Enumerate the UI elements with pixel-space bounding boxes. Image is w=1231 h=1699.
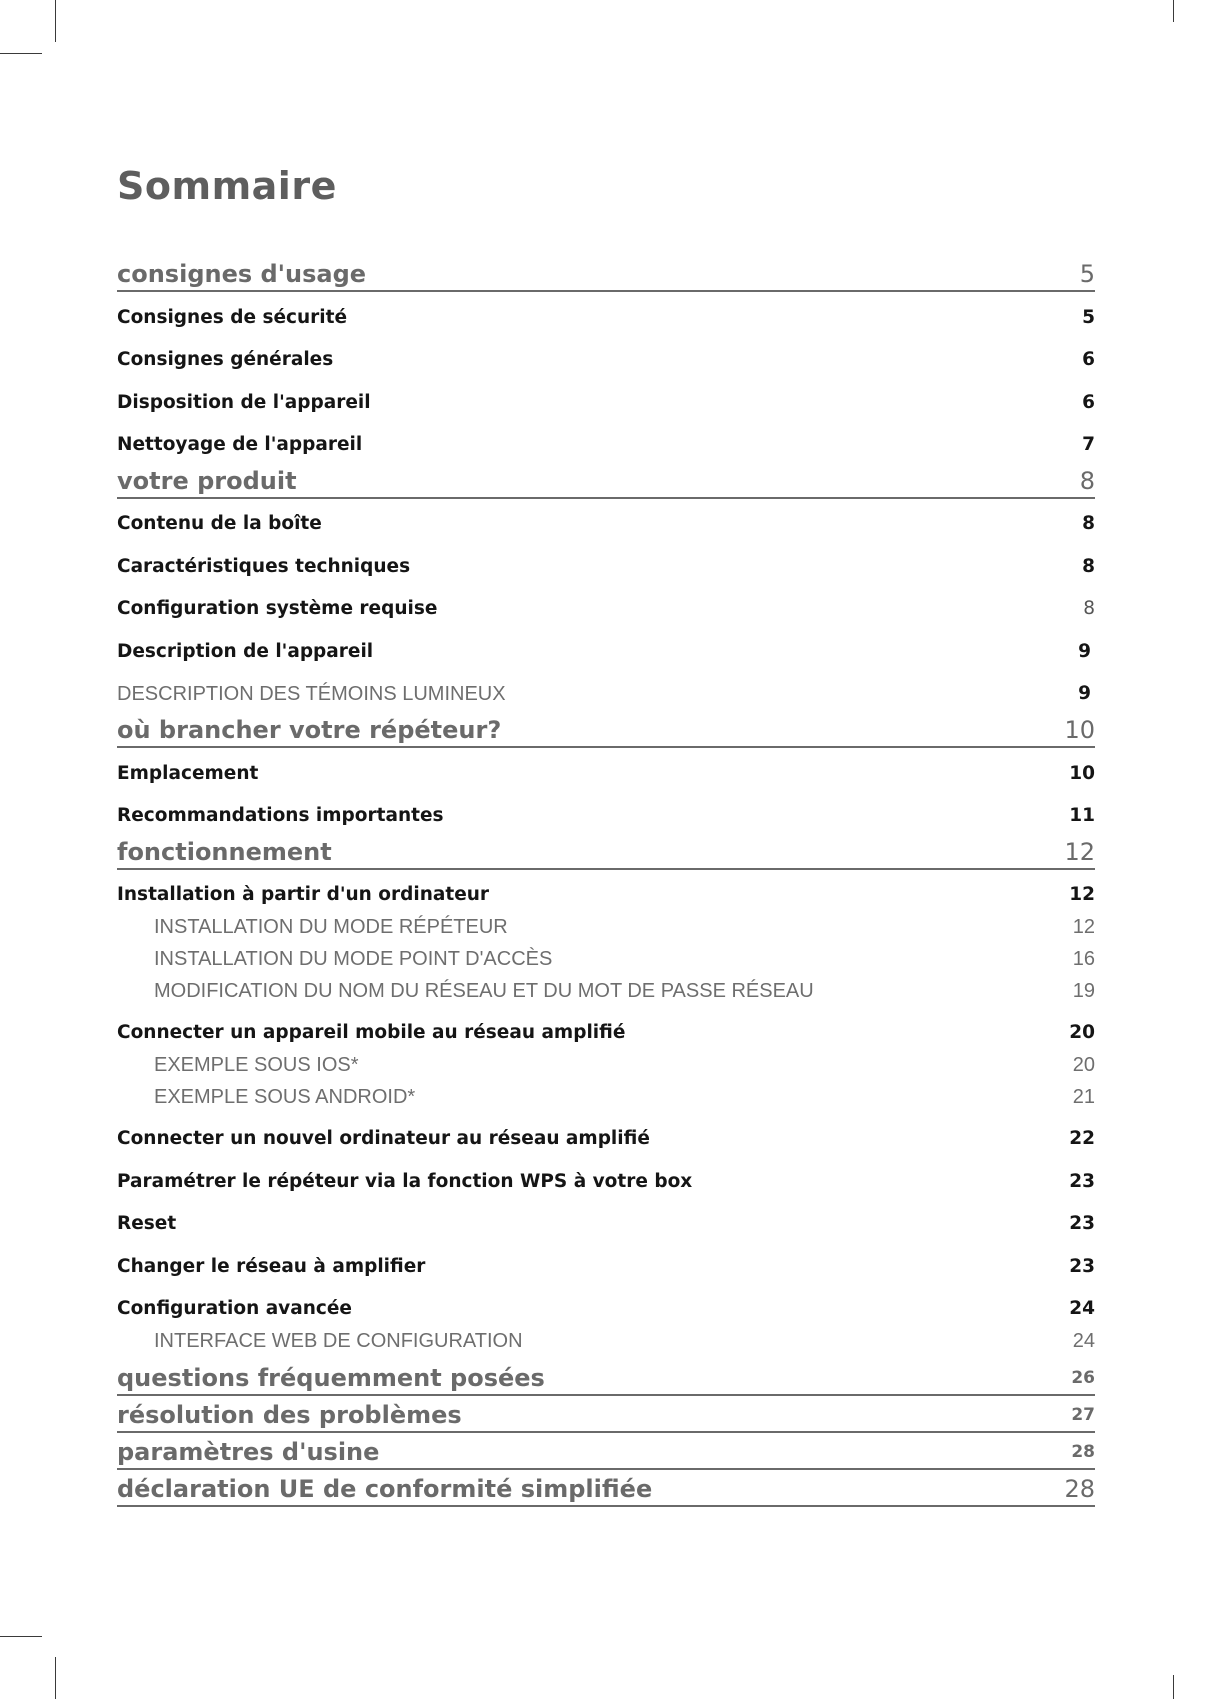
toc-label: Caractéristiques techniques: [117, 556, 411, 577]
toc-page: 9: [1078, 683, 1091, 704]
toc-page: 11: [1069, 805, 1095, 826]
toc-label: Reset: [117, 1213, 177, 1234]
toc-page: 20: [1072, 1054, 1095, 1076]
toc-label: Recommandations importantes: [117, 805, 444, 826]
toc-label: Paramétrer le répéteur via la fonction WPS à votre box: [117, 1171, 693, 1192]
toc-section[interactable]: [117, 712, 1095, 748]
toc-page: 6: [1082, 349, 1095, 370]
toc-page: 9: [1078, 641, 1091, 662]
toc-label: Configuration système requise: [117, 598, 438, 619]
toc-label: Connecter un appareil mobile au réseau amplifié: [117, 1022, 626, 1043]
toc-subentry[interactable]: [117, 947, 1095, 971]
toc-label: fonctionnement: [117, 838, 332, 866]
toc-section[interactable]: [117, 1434, 1095, 1470]
toc-subentry[interactable]: [117, 915, 1095, 939]
toc-page: 23: [1069, 1171, 1095, 1192]
toc-page: 8: [1082, 513, 1095, 534]
toc-label: consignes d'usage: [117, 260, 367, 288]
toc-label: Consignes générales: [117, 349, 334, 370]
toc-label: INSTALLATION DU MODE POINT D'ACCÈS: [154, 948, 553, 970]
toc-page: 21: [1072, 1086, 1095, 1108]
toc-entry[interactable]: [117, 883, 1095, 907]
toc-label: INTERFACE WEB DE CONFIGURATION: [154, 1330, 523, 1352]
toc-entry[interactable]: [117, 1255, 1095, 1279]
toc-section[interactable]: [117, 1397, 1095, 1433]
toc-page: 12: [1069, 884, 1095, 905]
toc-entry[interactable]: [117, 512, 1095, 536]
toc-entry[interactable]: [117, 1212, 1095, 1236]
toc-entry[interactable]: [117, 391, 1095, 415]
toc-page: 20: [1069, 1022, 1095, 1043]
toc-page: 8: [1083, 598, 1095, 619]
toc-entry[interactable]: [117, 1170, 1095, 1194]
toc-section[interactable]: [117, 834, 1095, 870]
toc-page: 16: [1072, 948, 1095, 970]
toc-label: Configuration avancée: [117, 1298, 352, 1319]
toc-page: 7: [1082, 434, 1095, 455]
toc-entry[interactable]: [117, 1021, 1095, 1045]
toc-page: 26: [1071, 1368, 1095, 1388]
toc-section[interactable]: [117, 1360, 1095, 1396]
toc-page: 28: [1071, 1442, 1095, 1462]
toc-label: EXEMPLE SOUS ANDROID*: [154, 1086, 416, 1108]
toc-label: Description de l'appareil: [117, 641, 374, 662]
page-title: Sommaire: [117, 164, 337, 208]
toc-subentry[interactable]: [117, 1053, 1095, 1077]
toc-page: 23: [1069, 1213, 1095, 1234]
toc-label: Changer le réseau à amplifier: [117, 1256, 426, 1277]
toc-label: Contenu de la boîte: [117, 513, 322, 534]
toc-page: 6: [1082, 392, 1095, 413]
toc-label: EXEMPLE SOUS IOS*: [154, 1054, 359, 1076]
toc-page: 8: [1079, 467, 1095, 495]
toc-page: 10: [1069, 763, 1095, 784]
toc-label: Connecter un nouvel ordinateur au réseau amplifié: [117, 1128, 650, 1149]
toc-label: MODIFICATION DU NOM DU RÉSEAU ET DU MOT DE PASSE RÉSEAU: [154, 980, 814, 1002]
toc-label: DESCRIPTION DES TÉMOINS LUMINEUX: [117, 683, 506, 705]
toc-page: 5: [1079, 260, 1095, 288]
toc-label: déclaration UE de conformité simplifiée: [117, 1475, 653, 1503]
toc-subentry[interactable]: [117, 1329, 1095, 1353]
toc-label: paramètres d'usine: [117, 1438, 380, 1466]
toc-page: 22: [1069, 1128, 1095, 1149]
toc-page: 19: [1072, 980, 1095, 1002]
toc-label: Installation à partir d'un ordinateur: [117, 884, 490, 905]
toc-entry[interactable]: [117, 306, 1095, 330]
toc-subentry[interactable]: [117, 979, 1095, 1003]
toc-entry[interactable]: [117, 433, 1095, 457]
toc-label: Disposition de l'appareil: [117, 392, 371, 413]
toc-entry[interactable]: [117, 597, 1095, 621]
crop-mark-top-left: [55, 0, 56, 42]
toc-entry[interactable]: [117, 762, 1095, 786]
toc-entry-caps[interactable]: [117, 682, 1095, 706]
toc-section[interactable]: [117, 463, 1095, 499]
toc-entry[interactable]: [117, 640, 1095, 664]
toc-page: 8: [1082, 556, 1095, 577]
toc-entry[interactable]: [117, 555, 1095, 579]
toc-page: 28: [1064, 1475, 1095, 1503]
toc-entry[interactable]: [117, 804, 1095, 828]
crop-mark-bottom-left: [55, 1657, 56, 1699]
toc-label: INSTALLATION DU MODE RÉPÉTEUR: [154, 916, 508, 938]
toc-page: 12: [1072, 916, 1095, 938]
crop-mark-top-right: [1173, 0, 1174, 22]
toc-label: où brancher votre répéteur?: [117, 716, 502, 744]
toc-page: 24: [1069, 1298, 1095, 1319]
toc-subentry[interactable]: [117, 1085, 1095, 1109]
toc-section[interactable]: [117, 1471, 1095, 1507]
toc-label: questions fréquemment posées: [117, 1364, 545, 1392]
toc-page: 5: [1082, 307, 1095, 328]
toc-entry[interactable]: [117, 348, 1095, 372]
toc-label: Consignes de sécurité: [117, 307, 348, 328]
toc-page: 24: [1072, 1330, 1095, 1352]
crop-mark-bottom-right: [1173, 1675, 1174, 1699]
crop-mark-bottom-left-h: [0, 1636, 42, 1637]
toc-page: 12: [1064, 838, 1095, 866]
toc-label: votre produit: [117, 467, 297, 495]
toc-label: résolution des problèmes: [117, 1401, 462, 1429]
toc-entry[interactable]: [117, 1297, 1095, 1321]
crop-mark-top-left-h: [0, 53, 42, 54]
toc-page: 10: [1064, 716, 1095, 744]
toc-page: 23: [1069, 1256, 1095, 1277]
toc-section[interactable]: [117, 256, 1095, 292]
toc-label: Emplacement: [117, 763, 259, 784]
toc-label: Nettoyage de l'appareil: [117, 434, 363, 455]
toc-page: 27: [1071, 1405, 1095, 1425]
toc-entry[interactable]: [117, 1127, 1095, 1151]
